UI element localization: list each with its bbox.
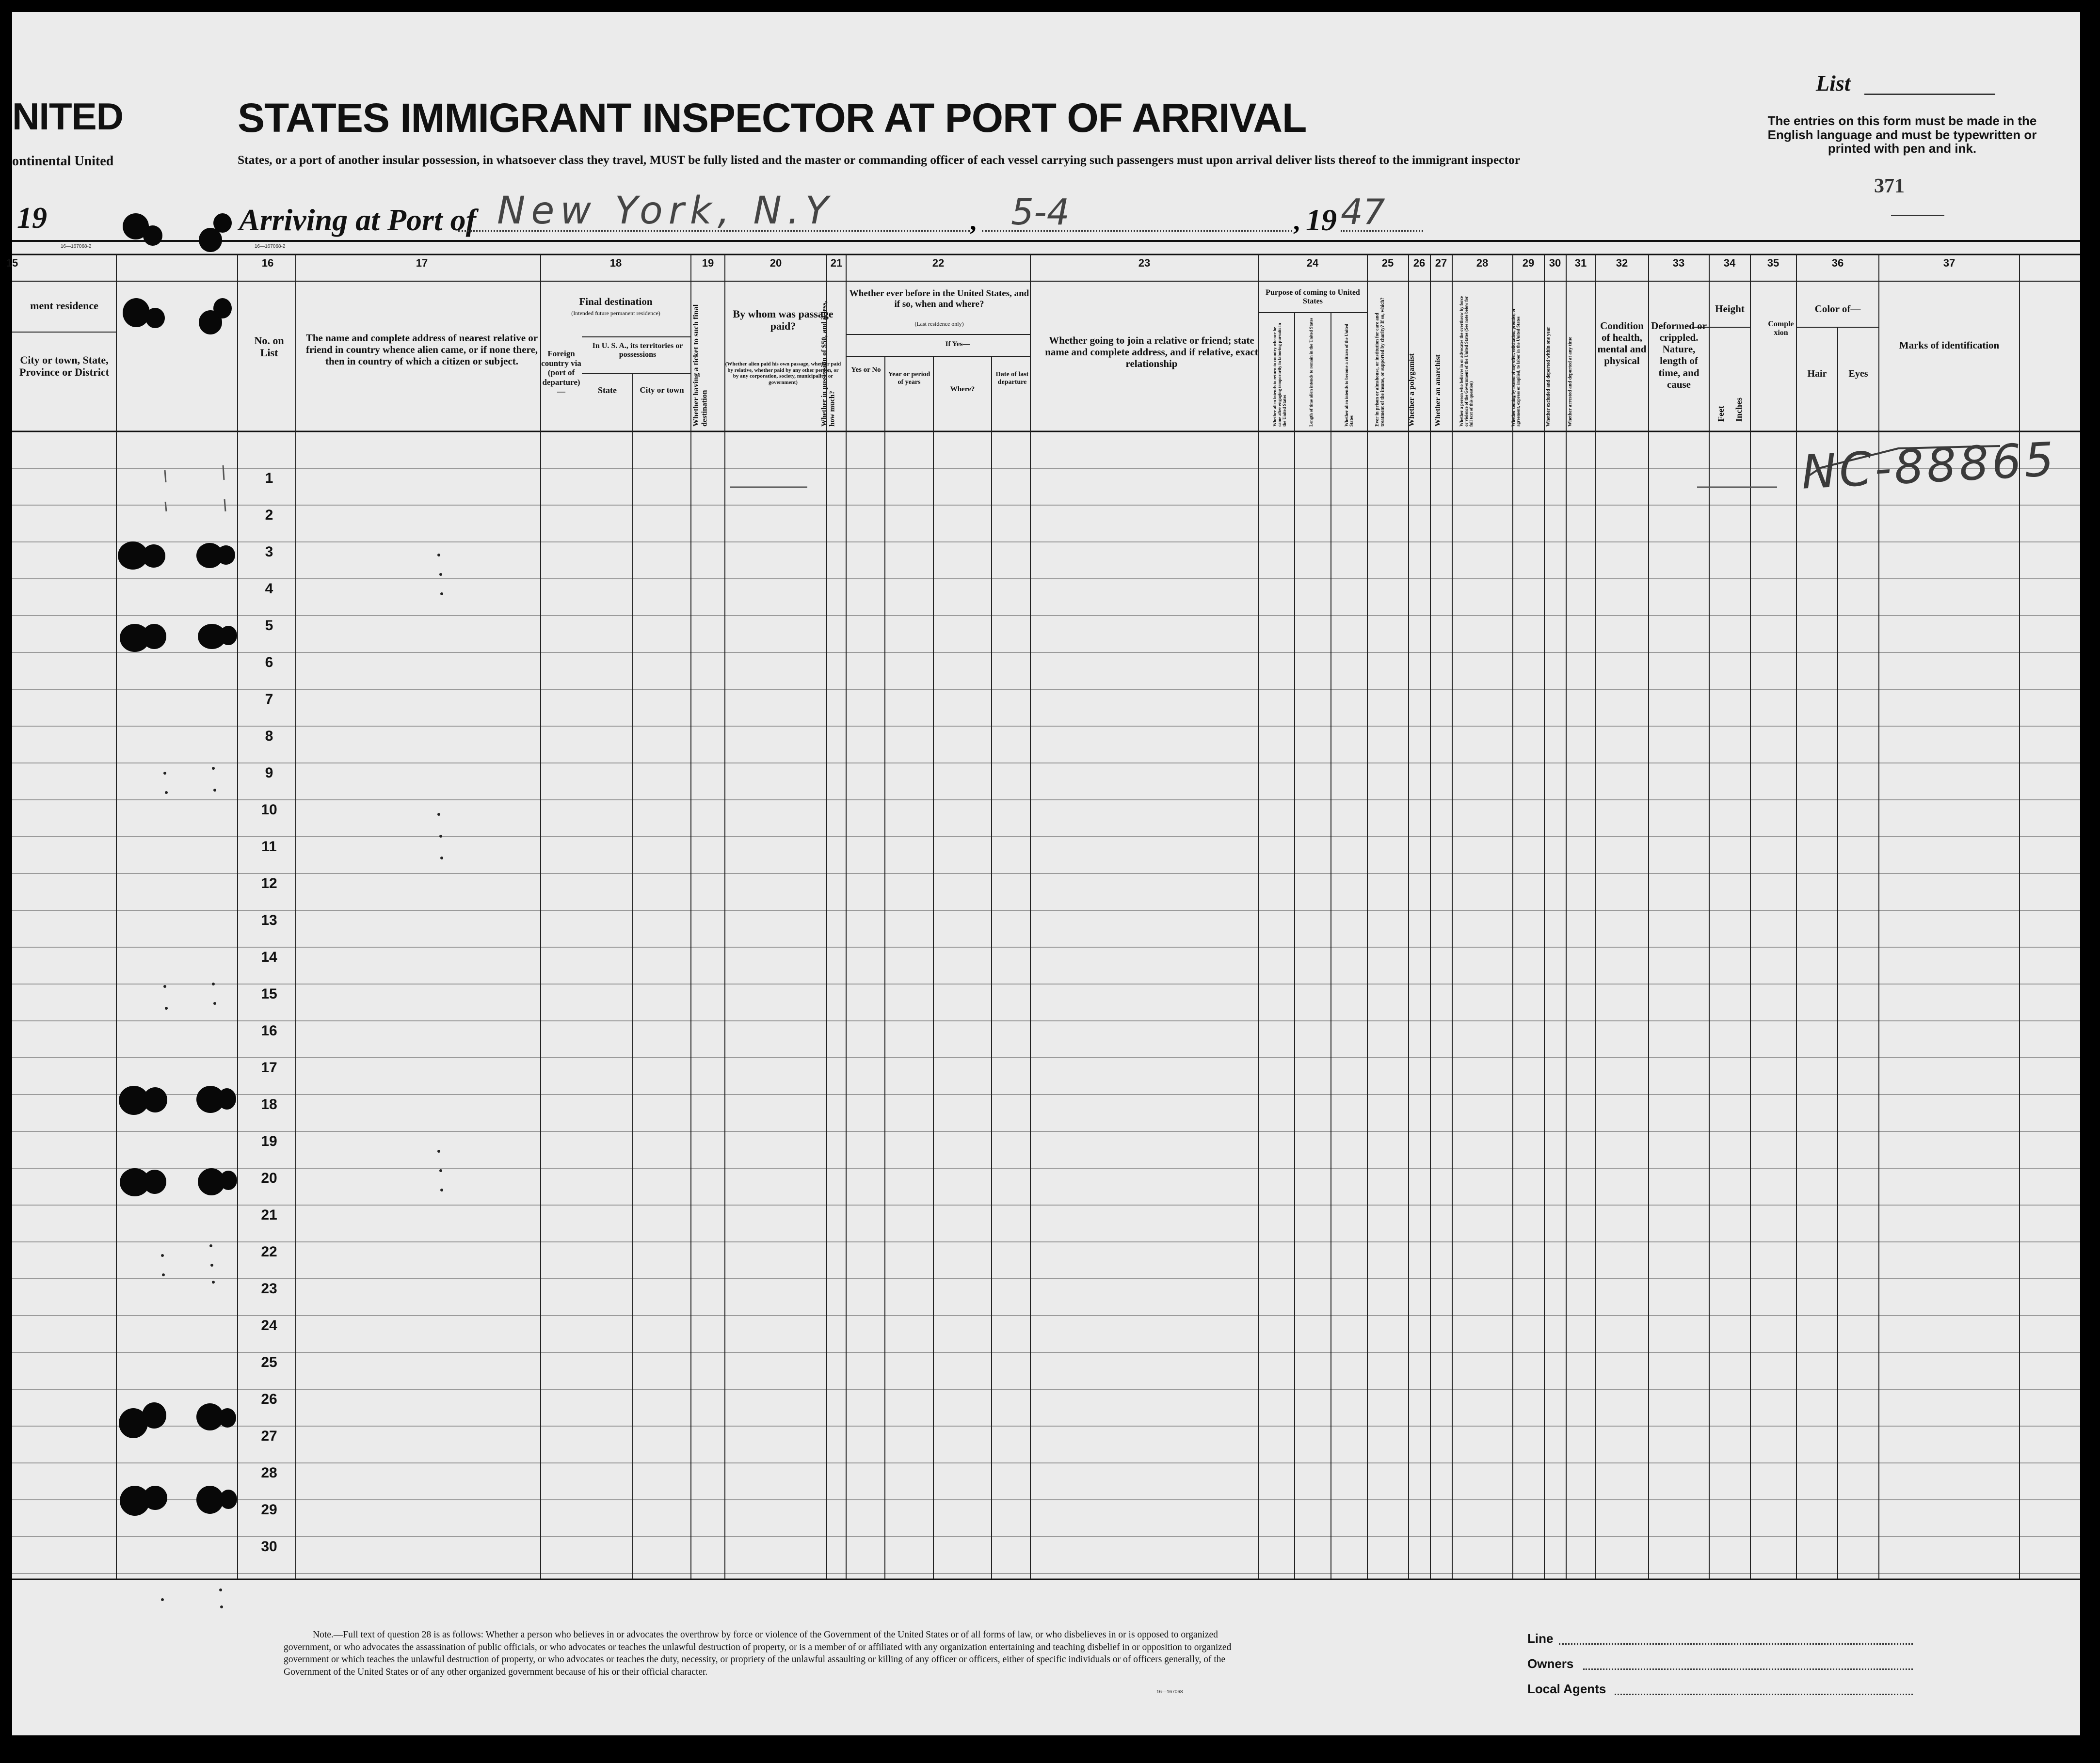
column-number: 21 (830, 257, 843, 269)
ditto-dot (212, 1281, 215, 1284)
punch-hole (220, 1171, 237, 1190)
row-number: 29 (261, 1502, 277, 1518)
column-number: 29 (1522, 257, 1535, 269)
ditto-dot (163, 772, 166, 775)
ditto-dot (163, 985, 166, 988)
col29-header: Whether coming by reason of any offer, solicitation, promise, or agreement, express or implied, to labor in the United States (1511, 308, 1521, 427)
col22-year: Year or period of years (888, 371, 930, 386)
punch-hole (143, 1087, 167, 1112)
punch-hole (142, 624, 166, 649)
row-number: 12 (261, 875, 277, 891)
row-number: 18 (261, 1096, 277, 1112)
ditto-dot (440, 1189, 443, 1191)
form-code-right: 16—167068-2 (255, 244, 286, 249)
manifest-sheet (6, 12, 2080, 1735)
punch-hole (217, 545, 235, 565)
col33-header: Deformed or crippled. Nature, length of time, and cause (1651, 320, 1707, 390)
agents-signature-line (1615, 1694, 1913, 1695)
ditto-dot (440, 857, 443, 859)
punch-hole (220, 1490, 237, 1509)
comma-glyph: , (970, 206, 977, 236)
col18-city: City or town (640, 385, 684, 395)
row-number: 6 (265, 654, 273, 670)
col22-title: Whether ever before in the United States, and if so, when and where? (849, 288, 1029, 309)
column-number: 25 (1381, 257, 1394, 269)
col37-header: Marks of identification (1899, 339, 2000, 351)
owners-signature-line (1583, 1668, 1913, 1670)
year-prefix: 19 (1306, 203, 1337, 237)
col16-header: No. on List (254, 334, 284, 359)
column-number: 23 (1138, 257, 1151, 269)
column-number: 33 (1672, 257, 1685, 269)
col34-inches: Inches (1734, 397, 1744, 422)
row-number: 27 (261, 1428, 277, 1444)
col32-header: Condition of health, mental and physical (1597, 320, 1647, 367)
column-number: 17 (416, 257, 428, 269)
row-number: 16 (261, 1023, 277, 1039)
page-title: STATES IMMIGRANT INSPECTOR AT PORT OF ARRIVAL (238, 95, 1307, 141)
col19-header: Whether having a ticket to such final destination (692, 304, 709, 427)
row-number: 4 (265, 581, 273, 597)
col23-header: Whether going to join a relative or friend; state name and complete address, and if relative, exact relationship (1045, 334, 1258, 370)
punch-hole (143, 1486, 167, 1510)
form-instructions: The entries on this form must be made in the English language and must be typewritten or printed with pen and ink. (1767, 113, 2037, 156)
ditto-dot (437, 1150, 440, 1153)
col21-header: Whether in possession of $50, and if less, how much? (820, 301, 836, 427)
punch-hole (143, 225, 162, 246)
ditto-dot (437, 554, 440, 556)
col20-note: (Whether alien paid his own passage, whether paid by relative, whether paid by any other person, or by any corporation, society, municipality, or government) (725, 361, 841, 385)
col36-hair: Hair (1807, 368, 1827, 379)
punch-hole (218, 1088, 236, 1110)
col22-yes-no: Yes or No (851, 366, 881, 374)
row-number: 3 (265, 544, 273, 560)
row-number: 30 (261, 1539, 277, 1555)
row-number: 14 (261, 949, 277, 965)
ditto-dot (161, 1598, 164, 1601)
col17-header: The name and complete address of nearest relative or friend in country whence alien came, or if none there, then in country of which a citizen or subject. (305, 332, 538, 367)
col22-date: Date of last departure (995, 371, 1029, 386)
column-number: 28 (1476, 257, 1489, 269)
column-number: 32 (1616, 257, 1628, 269)
manifest-grid (12, 12, 2080, 1735)
pencil-tick (165, 502, 166, 511)
column-number: 19 (702, 257, 714, 269)
list-number: 371 (1874, 175, 1905, 197)
date-handwritten: 5-4 (1011, 191, 1070, 233)
row-number: 26 (261, 1391, 277, 1407)
ditto-dot (439, 1169, 442, 1172)
pencil-tick (223, 465, 224, 480)
punch-hole (142, 1402, 166, 1429)
column-number: 31 (1574, 257, 1587, 269)
row-number: 22 (261, 1244, 277, 1260)
row-number: 7 (265, 691, 273, 707)
row-number: 1 (265, 470, 273, 486)
col34-feet: Feet (1716, 406, 1726, 422)
line-signature-line (1559, 1643, 1913, 1645)
col36-title: Color of— (1814, 303, 1861, 315)
column-number: 27 (1435, 257, 1447, 269)
pencil-tick (165, 470, 166, 482)
ditto-dot (439, 573, 442, 576)
form-code-left: 16—167068-2 (61, 244, 92, 249)
arriving-label: Arriving at Port of (239, 203, 476, 237)
row-number: 19 (261, 1133, 277, 1149)
header-fragment-left: NITED (12, 95, 123, 138)
punch-hole (220, 626, 237, 645)
header-subfragment-left: ontinental United (12, 154, 114, 169)
line-label: Line (1527, 1631, 1554, 1646)
year-handwritten: 47 (1341, 191, 1385, 232)
row-number: 28 (261, 1465, 277, 1481)
column-number: 18 (609, 257, 622, 269)
row-number: 9 (265, 765, 273, 781)
column-number: 26 (1413, 257, 1426, 269)
col15-subtitle: City or town, State, Province or District (19, 354, 109, 379)
punch-hole (145, 308, 165, 328)
col34-title: Height (1715, 303, 1745, 315)
ditto-dot (209, 1244, 212, 1247)
row-number: 15 (261, 986, 277, 1002)
row-number: 2 (265, 507, 273, 523)
ditto-dot (219, 1588, 222, 1591)
footnote-question-28: Note.—Full text of question 28 is as follows: Whether a person who believes in or advocates the overthrow by force or violence of the Government of the United States or of all forms of law, or who disbelieves in or is opposed to organized government, or who advocates the assassination of public officials, or who advocates or teaches the unlawful destruction of property, or is a member of or affiliated with any organization entertaining and teaching disbelief in or opposition to organized government or which teaches the unlawful destruction of property, or who advocates or teaches the duty, necessity, or propriety of the unlawful assaulting or killing of any officer or officers, either of specific individuals or of officers generally, of the Government of the United States or of any other organized government because of his or their official character. (284, 1630, 1232, 1678)
col18-usa: In U. S. A., its territories or possessions (592, 342, 683, 359)
column-number: 15 (6, 257, 18, 269)
punch-hole (213, 213, 232, 233)
column-number: 16 (261, 257, 274, 269)
col22-if-yes: If Yes— (945, 340, 970, 348)
column-number: 35 (1767, 257, 1779, 269)
ditto-dot (220, 1605, 223, 1608)
note-form-code: 16—167068 (1156, 1689, 1183, 1695)
ditto-dot (439, 835, 442, 838)
owners-label: Owners (1527, 1656, 1574, 1671)
row-number: 21 (261, 1207, 277, 1223)
col24-c: Whether alien intends to become a citizen of the United States (1344, 323, 1354, 427)
port-handwritten: New York, N.Y (497, 189, 834, 233)
row-number: 10 (261, 802, 277, 818)
col18-note: (Intended future permanent residence) (571, 310, 660, 317)
row-number: 11 (261, 839, 277, 855)
col28-header: Whether a person who believes in or advocates the overthrow by force or violence of the Government of the United States (See note below for full text of this question) (1459, 296, 1474, 427)
col15-title: ment residence (30, 300, 98, 312)
ditto-dot (162, 1273, 165, 1276)
col35-header: Complexion (1768, 320, 1794, 337)
header-subtitle: States, or a port of another insular possession, in whatsoever class they travel, MUST be fully listed and the master or commanding officer of each vessel carrying such passengers must upon arrival deliver lists thereof to the immigrant inspector (238, 153, 1521, 167)
row-number: 23 (261, 1281, 277, 1297)
col24-a: Whether alien intends to return to country whence he came after engaging temporarily in laboring pursuits in the United States (1272, 323, 1287, 427)
column-number: 20 (769, 257, 782, 269)
punch-hole (213, 298, 232, 318)
col36-eyes: Eyes (1848, 368, 1868, 379)
col30-header: Whether excluded and deported within one year (1546, 327, 1551, 427)
row-number: 13 (261, 912, 277, 928)
year-prefix-left: 19 (17, 202, 47, 235)
col18-state: State (598, 385, 617, 395)
row-number: 17 (261, 1060, 277, 1076)
punch-hole (143, 1170, 166, 1194)
column-number: 24 (1306, 257, 1319, 269)
handwritten-identification: NC-88865 (1800, 432, 2058, 500)
ditto-dot (440, 592, 443, 595)
col20-title: By whom was passage paid? (733, 308, 834, 333)
punch-hole (142, 544, 165, 568)
col27-header: Whether an anarchist (1434, 354, 1442, 427)
local-agents-label: Local Agents (1527, 1682, 1606, 1696)
ditto-dot (165, 1007, 168, 1010)
row-number: 8 (265, 728, 273, 744)
ditto-dot (210, 1264, 213, 1267)
column-number: 22 (932, 257, 945, 269)
punch-hole (219, 1408, 236, 1428)
ditto-dot (437, 813, 440, 816)
pencil-tick (224, 499, 225, 511)
column-number: 37 (1943, 257, 1956, 269)
col24-b: Length of time alien intends to remain in the United States (1309, 318, 1314, 427)
ditto-dot (212, 983, 215, 985)
col18-foreign: Foreign country via (port of departure)— (541, 349, 581, 397)
row-number: 24 (261, 1318, 277, 1334)
col25-header: Ever in prison or almshouse, or institution for care and treatment of the insane, or supported by charity? If so, which? (1375, 297, 1385, 427)
ditto-dot (161, 1254, 164, 1257)
col22-where: Where? (950, 385, 975, 393)
ditto-dot (165, 791, 168, 794)
row-number: 25 (261, 1354, 277, 1370)
column-number: 36 (1831, 257, 1844, 269)
ditto-dot (212, 767, 215, 770)
column-number: 34 (1723, 257, 1736, 269)
ditto-dot (213, 789, 216, 792)
row-number: 5 (265, 618, 273, 634)
comma-glyph: , (1293, 206, 1300, 236)
row-number: 20 (261, 1170, 277, 1186)
list-label: List (1816, 71, 1851, 95)
col26-header: Whether a polygamist (1408, 353, 1416, 427)
col24-title: Purpose of coming to United States (1266, 288, 1360, 306)
col31-header: Whether arrested and deported at any time (1568, 336, 1573, 427)
col18-title: Final destination (579, 296, 653, 307)
col22-note: (Last residence only) (914, 320, 964, 327)
punch-hole (123, 298, 150, 327)
ditto-dot (213, 1002, 216, 1005)
column-number: 30 (1549, 257, 1561, 269)
